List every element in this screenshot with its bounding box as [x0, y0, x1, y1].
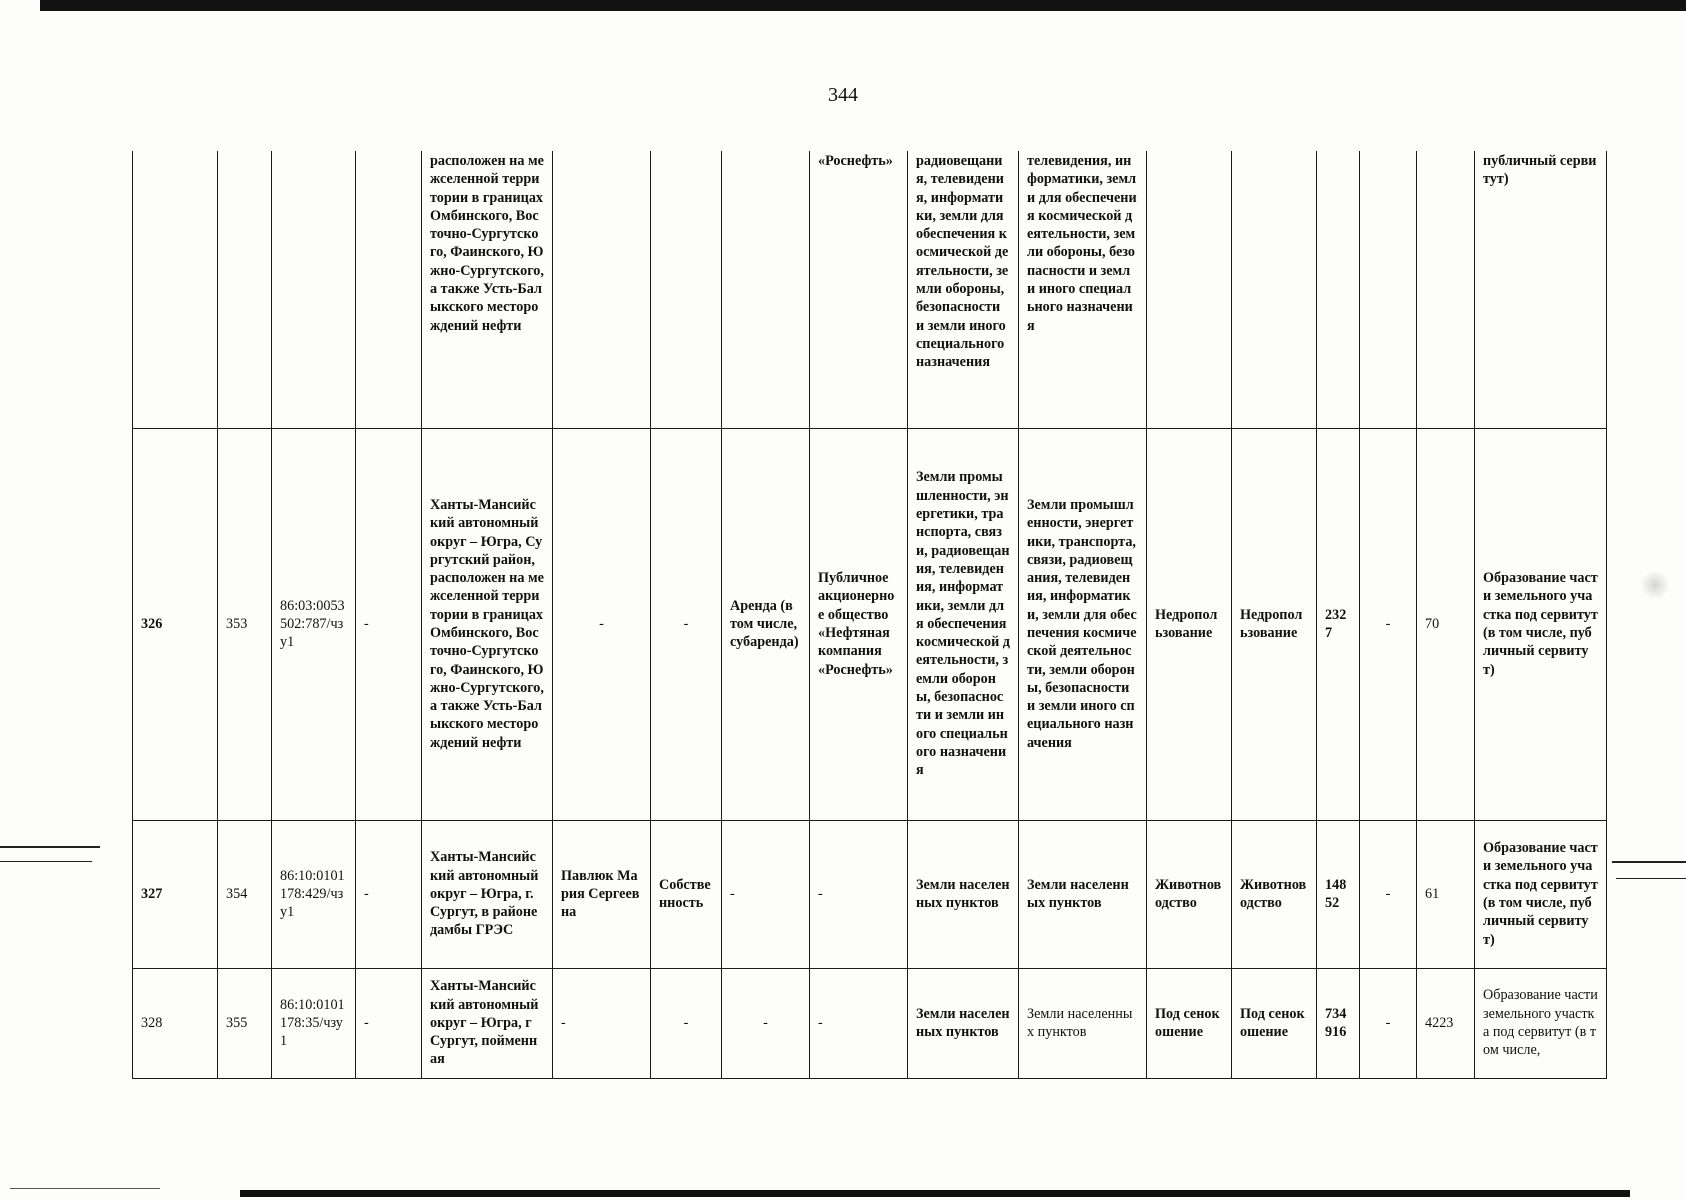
cell-category-1: Земли населенных пунктов: [908, 968, 1019, 1078]
cell-purpose: Образование части земельного участка под сервитут (в том числе,: [1475, 968, 1607, 1078]
cell-purpose: Образование части земельного участка под сервитут (в том числе, публичный сервитут): [1475, 428, 1607, 820]
cell-use-1: Животноводство: [1147, 820, 1232, 968]
cell-right: [651, 151, 722, 428]
cell-encumbrance: -: [722, 820, 810, 968]
cell-col16: 4223: [1417, 968, 1475, 1078]
cell-owner: -: [553, 968, 651, 1078]
cell-use-2: Недропользование: [1232, 428, 1317, 820]
cell-category-1: Земли населенных пунктов: [908, 820, 1019, 968]
cell-reg-number: [218, 151, 272, 428]
cell-area: 14852: [1317, 820, 1360, 968]
cell-col15: -: [1360, 968, 1417, 1078]
table-row: [133, 151, 1607, 428]
cell-use-2: Под сенокошение: [1232, 968, 1317, 1078]
cell-holder: Публичное акционерное общество «Нефтяная компания «Роснефть»: [810, 428, 908, 820]
right-margin-mark: [1616, 878, 1686, 879]
cell-area: 2327: [1317, 428, 1360, 820]
cell-cadastral: [272, 151, 356, 428]
cell-col4: -: [356, 428, 422, 820]
cell-use-1: Недропользование: [1147, 428, 1232, 820]
cell-encumbrance: [722, 151, 810, 428]
land-registry-table: [132, 151, 1607, 1079]
cell-col15: -: [1360, 428, 1417, 820]
cell-owner: [553, 151, 651, 428]
cell-encumbrance: Аренда (в том числе, субаренда): [722, 428, 810, 820]
cell-category-2: Земли населенных пунктов: [1019, 820, 1147, 968]
cell-use-1: [1147, 151, 1232, 428]
cell-category-2: Земли промышленности, энергетики, транспорта, связи, радиовещания, телевидения, информатики, земли для обеспечения космической деятельности, земли обороны, безопасности и земли иного специального назначения: [1019, 428, 1147, 820]
table-row: [133, 968, 1607, 1078]
cell-use-1: Под сенокошение: [1147, 968, 1232, 1078]
left-margin-mark: [0, 846, 100, 848]
cell-reg-number: 353: [218, 428, 272, 820]
table-row: [133, 428, 1607, 820]
cell-holder: -: [810, 968, 908, 1078]
cell-area: [1317, 151, 1360, 428]
cell-holder: «Роснефть»: [810, 151, 908, 428]
cell-category-2: телевидения, информатики, земли для обеспечения космической деятельности, земли обороны, безопасности и земли иного специального назначения: [1019, 151, 1147, 428]
cell-col16: [1417, 151, 1475, 428]
page-number: 344: [828, 84, 858, 106]
scan-bottom-line: [10, 1188, 160, 1189]
cell-col15: [1360, 151, 1417, 428]
cell-number: 327: [133, 820, 218, 968]
cell-right: -: [651, 968, 722, 1078]
cell-address: расположен на межселенной территории в границах Омбинского, Восточно-Сургутского, Фаинского, Южно-Сургутского, а также Усть-Балыкского месторождений нефти: [422, 151, 553, 428]
scan-smudge: [1640, 570, 1670, 600]
cell-use-2: [1232, 151, 1317, 428]
cell-category-2: Земли населенных пунктов: [1019, 968, 1147, 1078]
cell-purpose: публичный сервитут): [1475, 151, 1607, 428]
cell-category-1: Земли промышленности, энергетики, транспорта, связи, радиовещания, телевидения, информатики, земли для обеспечения космической деятельности, земли обороны, безопасности и земли иного специального назначения: [908, 428, 1019, 820]
cell-col4: -: [356, 820, 422, 968]
left-margin-mark: [0, 861, 92, 862]
cell-owner: Павлюк Мария Сергеевна: [553, 820, 651, 968]
cell-cadastral: 86:03:0053502:787/чзу1: [272, 428, 356, 820]
cell-address: Ханты-Мансийский автономный округ – Югра, г Сургут, пойменная: [422, 968, 553, 1078]
cell-number: 326: [133, 428, 218, 820]
cell-cadastral: 86:10:0101178:429/чзу1: [272, 820, 356, 968]
cell-col4: [356, 151, 422, 428]
cell-owner: -: [553, 428, 651, 820]
cell-number: [133, 151, 218, 428]
cell-purpose: Образование части земельного участка под сервитут (в том числе, публичный сервитут): [1475, 820, 1607, 968]
cell-address: Ханты-Мансийский автономный округ – Югра, г. Сургут, в районе дамбы ГРЭС: [422, 820, 553, 968]
cell-use-2: Животноводство: [1232, 820, 1317, 968]
cell-col15: -: [1360, 820, 1417, 968]
cell-right: -: [651, 428, 722, 820]
cell-cadastral: 86:10:0101178:35/чзу1: [272, 968, 356, 1078]
right-margin-mark: [1612, 861, 1686, 863]
table-row: [133, 820, 1607, 968]
cell-number: 328: [133, 968, 218, 1078]
cell-right: Собственность: [651, 820, 722, 968]
cell-reg-number: 355: [218, 968, 272, 1078]
cell-area: 734916: [1317, 968, 1360, 1078]
cell-holder: -: [810, 820, 908, 968]
cell-address: Ханты-Мансийский автономный округ – Югра, Сургутский район, расположен на межселенной территории в границах Омбинского, Восточно-Сургутского, Фаинского, Южно-Сургутского, а также Усть-Балыкского месторождений нефти: [422, 428, 553, 820]
cell-col16: 70: [1417, 428, 1475, 820]
cell-col4: -: [356, 968, 422, 1078]
cell-reg-number: 354: [218, 820, 272, 968]
scan-bottom-edge: [240, 1190, 1630, 1197]
cell-encumbrance: -: [722, 968, 810, 1078]
scan-top-edge: [40, 0, 1686, 11]
cell-category-1: радиовещания, телевидения, информатики, земли для обеспечения космической деятельности, земли обороны, безопасности и земли иного специального назначения: [908, 151, 1019, 428]
cell-col16: 61: [1417, 820, 1475, 968]
